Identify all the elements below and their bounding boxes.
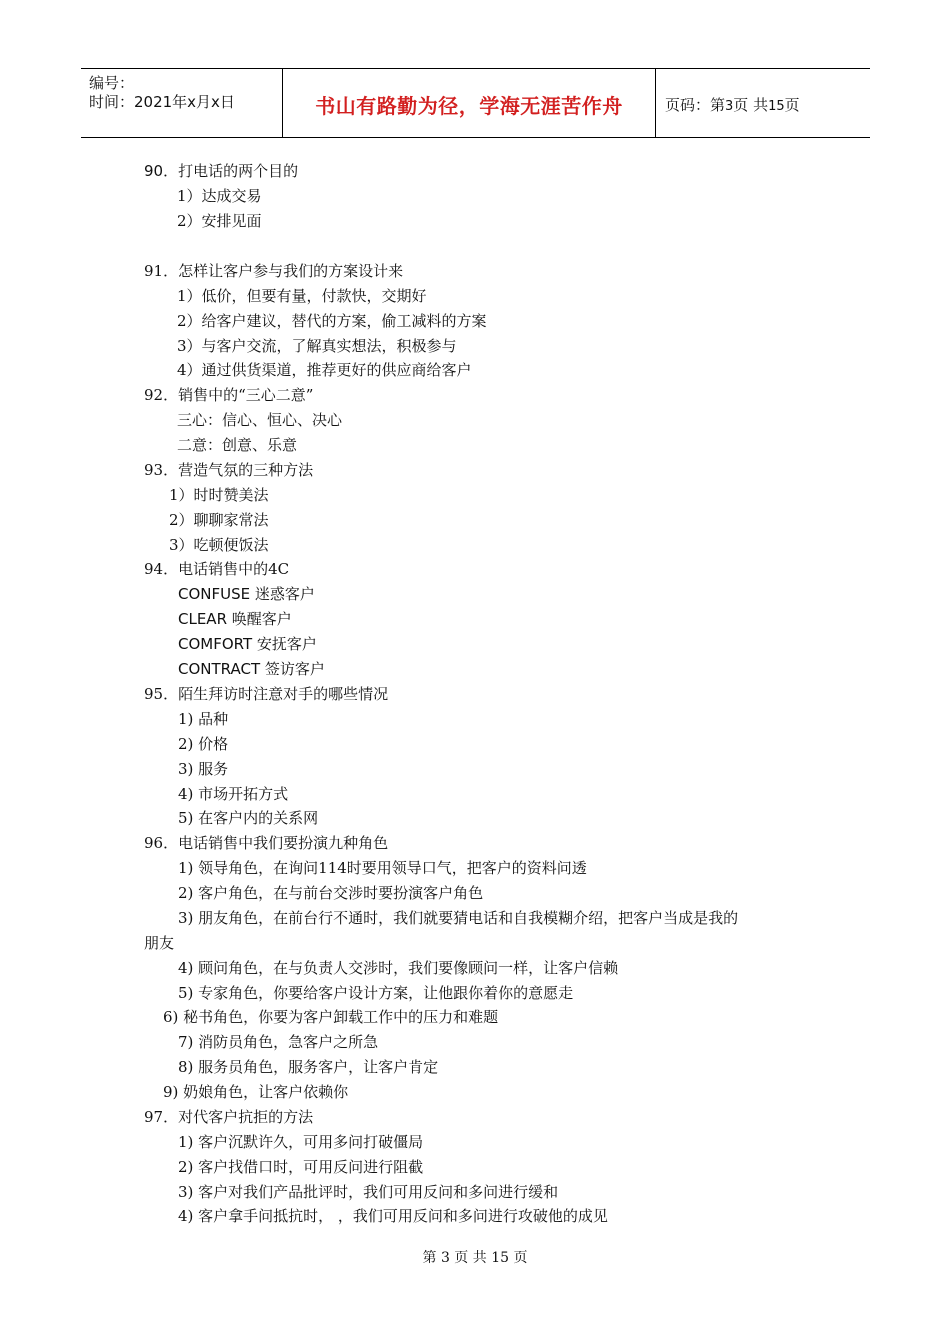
list-item: 9) 奶娘角色，让客户依赖你 bbox=[163, 1083, 349, 1101]
motto: 书山有路勤为径，学海无涯苦作舟 bbox=[315, 94, 623, 118]
list-item: 二意：创意、乐意 bbox=[177, 436, 298, 454]
list-item: 三心：信心、恒心、决心 bbox=[177, 411, 343, 429]
list-item: 2）给客户建议，替代的方案，偷工减料的方案 bbox=[177, 312, 487, 330]
list-item: 3）与客户交流，了解真实想法，积极参与 bbox=[177, 337, 457, 355]
number-label: 编号： bbox=[89, 74, 135, 92]
question-heading: 94．电话销售中的4C bbox=[144, 560, 290, 578]
list-item: COMFORT 安抚客户 bbox=[178, 635, 317, 653]
list-item: 3）吃顿便饭法 bbox=[169, 536, 269, 554]
page-mid: 页 共 bbox=[733, 96, 769, 114]
question-heading: 92．销售中的“三心二意” bbox=[144, 386, 314, 404]
list-item: 8) 服务员角色，服务客户，让客户肯定 bbox=[178, 1058, 439, 1076]
list-item: 2）聊聊家常法 bbox=[169, 511, 269, 529]
list-item: 1）达成交易 bbox=[177, 187, 262, 205]
list-item: 5) 专家角色，你要给客户设计方案，让他跟你着你的意愿走 bbox=[178, 984, 574, 1002]
header-motto-cell bbox=[283, 69, 656, 137]
list-item: 2）安排见面 bbox=[177, 212, 262, 230]
list-item: 4）通过供货渠道，推荐更好的供应商给客户 bbox=[177, 361, 472, 379]
list-item: 2) 价格 bbox=[178, 735, 229, 753]
page-suffix: 页 bbox=[784, 96, 800, 114]
list-item: 7) 消防员角色，急客户之所急 bbox=[178, 1033, 379, 1051]
list-item: 1）低价，但要有量，付款快，交期好 bbox=[177, 287, 427, 305]
page-indicator bbox=[665, 94, 800, 115]
list-item: 3) 客户对我们产品批评时，我们可用反问和多问进行缓和 bbox=[178, 1183, 559, 1201]
list-item: 4) 市场开拓方式 bbox=[178, 785, 289, 803]
list-item: 3) 服务 bbox=[178, 760, 229, 778]
header-meta-cell bbox=[81, 69, 283, 137]
question-heading: 97．对代客户抗拒的方法 bbox=[144, 1108, 314, 1126]
page-prefix: 页码：第 bbox=[665, 96, 726, 114]
list-item-continuation: 朋友 bbox=[144, 934, 175, 952]
question-heading: 90．打电话的两个目的 bbox=[144, 162, 299, 180]
list-item: 1）时时赞美法 bbox=[169, 486, 269, 504]
page-footer: 第 3 页 共 15 页 bbox=[422, 1250, 528, 1266]
page-total: 15 bbox=[768, 99, 785, 114]
question-heading: 95．陌生拜访时注意对手的哪些情况 bbox=[144, 685, 389, 703]
list-item: 4) 客户拿手问抵抗时， ，我们可用反问和多问进行攻破他的成见 bbox=[178, 1207, 608, 1225]
list-item: 3) 朋友角色，在前台行不通时，我们就要猜电话和自我模糊介绍，把客户当成是我的 bbox=[178, 909, 739, 927]
question-heading: 91．怎样让客户参与我们的方案设计来 bbox=[144, 262, 404, 280]
list-item: CLEAR 唤醒客户 bbox=[178, 610, 292, 628]
page-current: 3 bbox=[725, 99, 734, 114]
question-heading: 93．营造气氛的三种方法 bbox=[144, 461, 314, 479]
list-item: 4) 顾问角色，在与负责人交涉时，我们要像顾问一样，让客户信赖 bbox=[178, 959, 619, 977]
list-item: 1) 客户沉默许久，可用多问打破僵局 bbox=[178, 1133, 424, 1151]
list-item: CONFUSE 迷惑客户 bbox=[178, 585, 315, 603]
document-header bbox=[81, 68, 870, 138]
list-item: 2) 客户找借口时，可用反问进行阻截 bbox=[178, 1158, 424, 1176]
list-item: 1) 品种 bbox=[178, 710, 229, 728]
header-page-cell bbox=[656, 69, 870, 137]
list-item: CONTRACT 签访客户 bbox=[178, 660, 325, 678]
list-item: 6) 秘书角色，你要为客户卸载工作中的压力和难题 bbox=[163, 1008, 499, 1026]
list-item: 1) 领导角色，在询问114时要用领导口气，把客户的资料问透 bbox=[178, 859, 587, 877]
list-item: 5) 在客户内的关系网 bbox=[178, 809, 319, 827]
question-heading: 96．电话销售中我们要扮演九种角色 bbox=[144, 834, 389, 852]
list-item: 2) 客户角色，在与前台交涉时要扮演客户角色 bbox=[178, 884, 484, 902]
date-label: 时间：2021年x月x日 bbox=[89, 93, 235, 111]
